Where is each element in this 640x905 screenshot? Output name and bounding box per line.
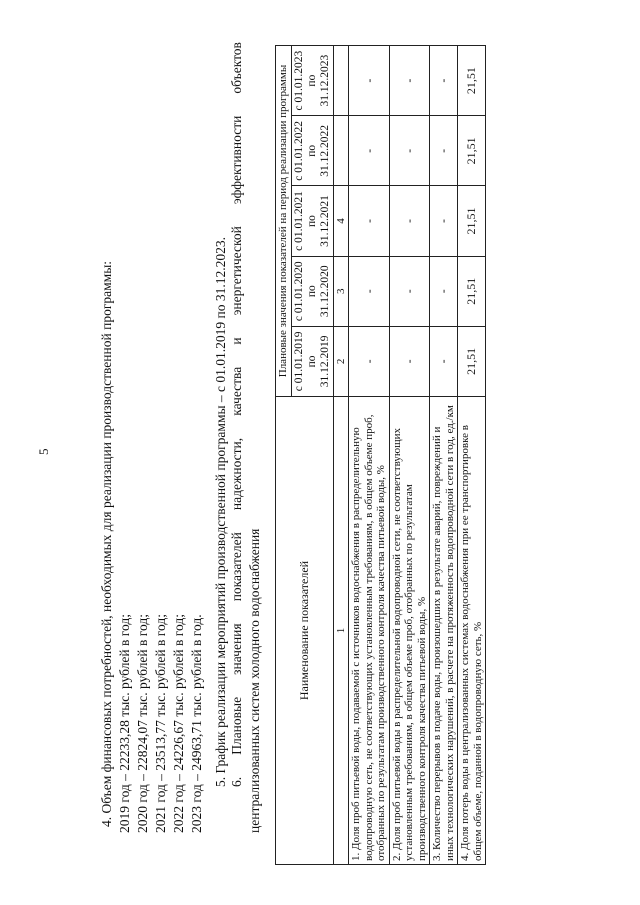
- row-value: 21,51: [458, 186, 486, 256]
- financing-year-2023: 2023 год – 24963,71 тыс. рублей в год.: [189, 614, 204, 833]
- row-value: -: [349, 46, 390, 116]
- row-value: -: [430, 326, 458, 396]
- table-row: [349, 46, 390, 865]
- page-number: 5: [36, 448, 51, 455]
- col-number: [333, 116, 349, 186]
- row-value: 21,51: [458, 46, 486, 116]
- section6-word: качества: [229, 366, 244, 416]
- row-name: 2. Доля проб питьевой воды в распределительной водопроводной сети, не соответствующих установленным требованиям, в общем объеме проб, отобранных по результатам производственного контроля качества питьевой воды, %: [389, 397, 430, 865]
- col-number: [333, 46, 349, 116]
- section6-word: показателей: [229, 532, 244, 602]
- row-value: -: [349, 256, 390, 326]
- section6-word: 6.: [229, 776, 244, 787]
- table-row: [389, 46, 430, 865]
- col-number: 1: [333, 397, 349, 865]
- col-number: 3: [333, 256, 349, 326]
- section6-heading: [228, 42, 246, 787]
- period-header: с 01.01.2019 по 31.12.2019: [291, 326, 333, 396]
- section6-word: значения: [229, 623, 244, 675]
- table-row: [430, 46, 458, 865]
- col-name-header: Наименование показателей: [276, 397, 334, 865]
- row-value: -: [430, 186, 458, 256]
- row-value: -: [349, 326, 390, 396]
- financing-year-2021: 2021 год – 23513,77 тыс. рублей в год;: [153, 614, 168, 833]
- row-value: -: [430, 46, 458, 116]
- period-header: с 01.01.2020 по 31.12.2020: [291, 256, 333, 326]
- row-value: -: [349, 116, 390, 186]
- period-header: с 01.01.2022 по 31.12.2022: [291, 116, 333, 186]
- period-header: с 01.01.2023 по 31.12.2023: [291, 46, 333, 116]
- col-number: 2: [333, 326, 349, 396]
- financing-year-2019: 2019 год – 22233,28 тыс. рублей в год;: [117, 614, 132, 833]
- section6-word: Плановые: [229, 696, 244, 755]
- period-header: с 01.01.2021 по 31.12.2021: [291, 186, 333, 256]
- row-value: -: [430, 116, 458, 186]
- row-value: -: [389, 46, 430, 116]
- row-value: 21,51: [458, 116, 486, 186]
- row-value: -: [430, 256, 458, 326]
- indicators-table: [275, 45, 486, 865]
- financing-year-2020: 2020 год – 22824,07 тыс. рублей в год;: [135, 614, 150, 833]
- row-value: -: [389, 256, 430, 326]
- section6-line2: централизованных систем холодного водоснабжения: [247, 528, 262, 833]
- section6-word: объектов: [229, 42, 244, 94]
- section6-word: надежности,: [229, 437, 244, 511]
- row-value: 21,51: [458, 256, 486, 326]
- table-row: [458, 46, 486, 865]
- col-number: 4: [333, 186, 349, 256]
- row-value: -: [349, 186, 390, 256]
- row-value: -: [389, 326, 430, 396]
- financing-year-2022: 2022 год – 24226,67 тыс. рублей в год;: [171, 614, 186, 833]
- row-value: -: [389, 116, 430, 186]
- section6-word: и: [229, 337, 244, 345]
- section6-word: эффективности: [229, 115, 244, 205]
- row-name: 4. Доля потерь воды в централизованных системах водоснабжения при ее транспортировке в общем объеме, поданной в водопроводную сеть, %: [458, 397, 486, 865]
- table-header-row: [276, 46, 292, 865]
- col-plan-header: Плановые значения показателей на период реализации программы: [276, 46, 292, 397]
- row-value: 21,51: [458, 326, 486, 396]
- schedule-text: 5. График реализации мероприятий производственной программы – с 01.01.2019 по 31.12.2023.: [213, 236, 228, 787]
- financing-heading: 4. Объем финансовых потребностей, необходимых для реализации производственной программы:: [99, 260, 114, 827]
- row-name: 1. Доля проб питьевой воды, подаваемой с источников водоснабжения в распределительную водопроводную сеть, не соответствующих установленным требованиям, в общем объеме проб, отобранных по результатам производственного контроля качества питьевой воды, %: [349, 397, 390, 865]
- table-colnum-row: [333, 46, 349, 865]
- row-name: 3. Количество перерывов в подаче воды, произошедших в результате аварий, повреждений и иных технологических нарушений, в расчете на протяженность водопроводной сети в год, ед./км: [430, 397, 458, 865]
- section6-word: энергетической: [229, 226, 244, 316]
- row-value: -: [389, 186, 430, 256]
